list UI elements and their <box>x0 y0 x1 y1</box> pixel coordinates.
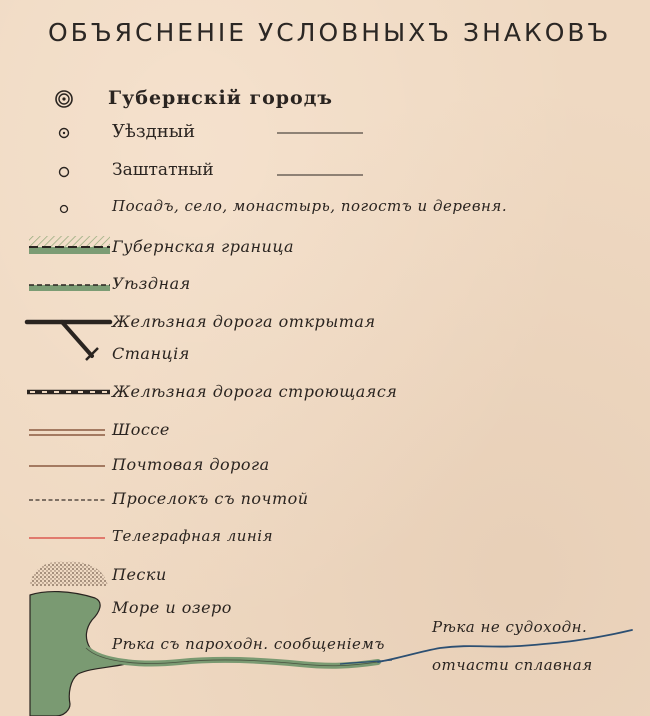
gub-border-symbol <box>29 236 110 254</box>
label-zashtatny: Заштатный <box>112 160 214 180</box>
label-gubernsky-gorod: Губернскій городъ <box>108 87 333 109</box>
label-more: Море и озеро <box>112 598 232 617</box>
label-peski: Пески <box>112 565 167 584</box>
legend-title: ОБЪЯСНЕНІЕ УСЛОВНЫХЪ ЗНАКОВЪ <box>48 18 612 47</box>
zashtatny-city-icon <box>60 168 69 177</box>
label-pochtovaya: Почтовая дорога <box>112 455 270 474</box>
uezdny-city-icon <box>60 129 69 138</box>
gubernsky-city-icon <box>56 91 72 107</box>
label-otchasti: отчасти сплавная <box>432 656 593 674</box>
label-gub-granitsa: Губернская граница <box>112 237 295 256</box>
label-uezdny: Уѣздный <box>112 121 196 142</box>
label-zhel-otkrytaya: Желѣзная дорога открытая <box>112 312 376 331</box>
posad-icon <box>61 206 68 213</box>
railway-open-symbol <box>27 322 110 360</box>
label-shosse: Шоссе <box>112 420 170 439</box>
uezd-border-symbol <box>29 285 110 291</box>
label-zhel-stroyuschayasya: Желѣзная дорога строющаяся <box>112 382 398 401</box>
label-reka-parokhod: Рѣка съ пароходн. сообщеніемъ <box>112 635 385 653</box>
label-uezdnaya: Уѣздная <box>112 274 191 293</box>
label-posad: Посадъ, село, монастырь, погостъ и деревня. <box>112 197 508 215</box>
label-telegraf: Телеграфная линія <box>112 527 274 545</box>
label-reka-ne-sudokhod: Рѣка не судоходн. <box>432 618 588 636</box>
shosse-symbol <box>29 430 105 435</box>
label-stantsiya: Станція <box>112 344 190 363</box>
label-proselok: Проселокъ съ почтой <box>112 489 309 508</box>
sands-symbol <box>30 562 108 586</box>
